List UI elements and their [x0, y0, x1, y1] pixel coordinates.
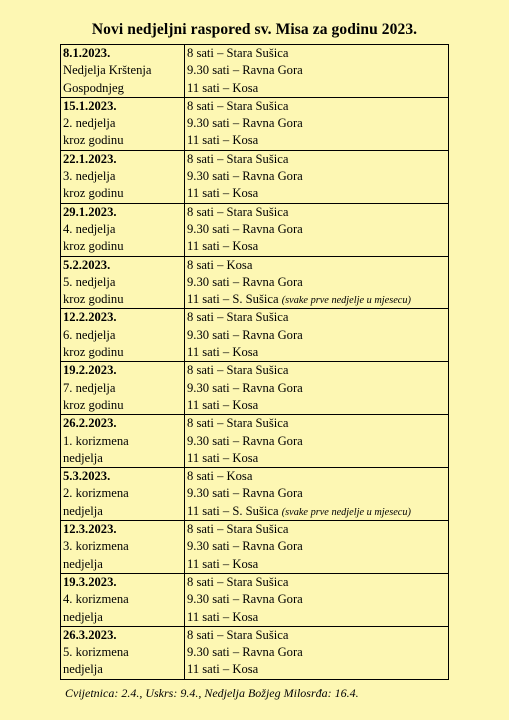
- mass-time-text: 11 sati – Kosa: [187, 397, 259, 412]
- schedule-row: [61, 521, 449, 574]
- sunday-date: 5.2.2023.: [63, 257, 111, 272]
- schedule-row: [61, 309, 449, 362]
- mass-time-text: 8 sati – Stara Sušica: [187, 98, 289, 113]
- mass-time-text: 9.30 sati – Ravna Gora: [187, 169, 303, 184]
- footnote: Cvijetnica: 2.4., Uskrs: 9.4., Nedjelja Božjeg Milosrđa: 16.4.: [65, 686, 359, 700]
- mass-time-line: [187, 468, 448, 485]
- mass-times-cell: [185, 573, 449, 626]
- sunday-name-line: nedjelja: [63, 662, 103, 677]
- mass-time-text: 9.30 sati – Ravna Gora: [187, 380, 303, 395]
- sunday-name-line: 1. korizmena: [63, 433, 129, 448]
- sunday-name-line: Gospodnjeg: [63, 80, 124, 95]
- mass-time-line: [187, 45, 448, 62]
- sunday-name-line: 6. nedjelja: [63, 327, 116, 342]
- mass-time-text: 11 sati – Kosa: [187, 239, 259, 254]
- mass-times-cell: [185, 626, 449, 679]
- mass-times-cell: [185, 150, 449, 203]
- mass-time-text: 11 sati – Kosa: [187, 80, 259, 95]
- mass-time-note: (svake prve nedjelje u mjesecu): [281, 295, 411, 307]
- mass-time-text: 11 sati – Kosa: [187, 345, 259, 360]
- schedule-row: [61, 256, 449, 309]
- schedule-row: [61, 150, 449, 203]
- schedule-row: [61, 415, 449, 468]
- mass-time-text: 9.30 sati – Ravna Gora: [187, 539, 303, 554]
- mass-times-cell: [185, 97, 449, 150]
- mass-time-text: 9.30 sati – Ravna Gora: [187, 274, 303, 289]
- mass-time-line: [187, 291, 448, 308]
- mass-time-line: [187, 238, 448, 255]
- sunday-date: 19.3.2023.: [63, 574, 117, 589]
- mass-time-text: 8 sati – Stara Sušica: [187, 627, 289, 642]
- schedule-row: [61, 468, 449, 521]
- sunday-name-line: 4. nedjelja: [63, 221, 116, 236]
- mass-time-line: [187, 80, 448, 97]
- sunday-cell: [61, 45, 185, 98]
- mass-times-cell: [185, 362, 449, 415]
- mass-time-text: 11 sati – Kosa: [187, 186, 259, 201]
- mass-time-line: [187, 485, 448, 502]
- mass-time-text: 11 sati – Kosa: [187, 450, 259, 465]
- mass-time-line: [187, 415, 448, 432]
- mass-time-line: [187, 257, 448, 274]
- mass-time-line: [187, 62, 448, 79]
- mass-time-line: [187, 627, 448, 644]
- sunday-name-line: nedjelja: [63, 609, 103, 624]
- mass-time-text: 11 sati – Kosa: [187, 609, 259, 624]
- mass-time-text: 9.30 sati – Ravna Gora: [187, 221, 303, 236]
- mass-time-text: 9.30 sati – Ravna Gora: [187, 63, 303, 78]
- mass-times-cell: [185, 256, 449, 309]
- mass-time-line: [187, 591, 448, 608]
- mass-time-line: [187, 98, 448, 115]
- sunday-name-line: 5. korizmena: [63, 645, 129, 660]
- mass-time-text: 11 sati – Kosa: [187, 556, 259, 571]
- mass-time-line: [187, 538, 448, 555]
- mass-time-line: [187, 503, 448, 520]
- sunday-date: 8.1.2023.: [63, 46, 111, 60]
- sunday-date: 12.3.2023.: [63, 522, 117, 537]
- mass-time-text: 11 sati – Kosa: [187, 133, 259, 148]
- mass-time-line: [187, 433, 448, 450]
- sunday-name-line: 2. nedjelja: [63, 116, 116, 131]
- schedule-row: [61, 45, 449, 98]
- sunday-cell: [61, 203, 185, 256]
- mass-time-line: [187, 309, 448, 326]
- sunday-name-line: 3. nedjelja: [63, 169, 116, 184]
- sunday-name-line: Nedjelja Krštenja: [63, 63, 152, 78]
- sunday-name-line: 2. korizmena: [63, 486, 129, 501]
- sunday-cell: [61, 626, 185, 679]
- sunday-name-line: 3. korizmena: [63, 539, 129, 554]
- mass-time-line: [187, 397, 448, 414]
- mass-time-text: 11 sati – S. Sušica: [187, 292, 279, 307]
- mass-time-text: 11 sati – Kosa: [187, 662, 259, 677]
- schedule-row: [61, 203, 449, 256]
- sunday-name-line: nedjelja: [63, 450, 103, 465]
- schedule-row: [61, 626, 449, 679]
- mass-time-line: [187, 132, 448, 149]
- mass-time-text: 9.30 sati – Ravna Gora: [187, 116, 303, 131]
- sunday-name-line: kroz godinu: [63, 239, 124, 254]
- sunday-name-line: kroz godinu: [63, 133, 124, 148]
- sunday-name-line: kroz godinu: [63, 186, 124, 201]
- mass-times-cell: [185, 45, 449, 98]
- sunday-date: 12.2.2023.: [63, 310, 117, 325]
- mass-time-line: [187, 204, 448, 221]
- mass-time-line: [187, 344, 448, 361]
- sunday-name-line: nedjelja: [63, 556, 103, 571]
- mass-time-text: 8 sati – Stara Sušica: [187, 574, 289, 589]
- page-title: Novi nedjeljni raspored sv. Misa za godinu 2023.: [91, 21, 418, 38]
- mass-times-cell: [185, 468, 449, 521]
- mass-time-line: [187, 574, 448, 591]
- sunday-name-line: kroz godinu: [63, 345, 124, 360]
- sunday-date: 26.3.2023.: [63, 627, 117, 642]
- mass-time-line: [187, 556, 448, 573]
- mass-time-line: [187, 151, 448, 168]
- sunday-cell: [61, 573, 185, 626]
- mass-time-text: 8 sati – Stara Sušica: [187, 310, 289, 325]
- mass-time-text: 9.30 sati – Ravna Gora: [187, 327, 303, 342]
- sunday-cell: [61, 150, 185, 203]
- mass-times-cell: [185, 415, 449, 468]
- mass-times-cell: [185, 521, 449, 574]
- sunday-cell: [61, 309, 185, 362]
- sunday-cell: [61, 362, 185, 415]
- schedule-body: [61, 45, 449, 680]
- mass-time-text: 9.30 sati – Ravna Gora: [187, 486, 303, 501]
- mass-time-text: 8 sati – Kosa: [187, 257, 253, 272]
- mass-time-text: 8 sati – Stara Sušica: [187, 416, 289, 431]
- sunday-date: 19.2.2023.: [63, 363, 117, 378]
- mass-time-line: [187, 362, 448, 379]
- mass-time-line: [187, 185, 448, 202]
- mass-time-line: [187, 115, 448, 132]
- mass-schedule-table: [60, 44, 449, 680]
- mass-time-line: [187, 168, 448, 185]
- schedule-row: [61, 362, 449, 415]
- mass-time-line: [187, 450, 448, 467]
- mass-time-text: 9.30 sati – Ravna Gora: [187, 433, 303, 448]
- mass-time-text: 8 sati – Stara Sušica: [187, 363, 289, 378]
- mass-time-line: [187, 221, 448, 238]
- mass-time-text: 8 sati – Stara Sušica: [187, 204, 289, 219]
- mass-time-line: [187, 661, 448, 678]
- schedule-row: [61, 97, 449, 150]
- mass-time-note: (svake prve nedjelje u mjesecu): [281, 506, 411, 518]
- sunday-name-line: kroz godinu: [63, 292, 124, 307]
- sunday-name-line: kroz godinu: [63, 397, 124, 412]
- sunday-date: 15.1.2023.: [63, 98, 117, 113]
- mass-time-text: 8 sati – Stara Sušica: [187, 46, 289, 60]
- sunday-date: 26.2.2023.: [63, 416, 117, 431]
- mass-time-text: 8 sati – Kosa: [187, 469, 253, 484]
- mass-time-text: 9.30 sati – Ravna Gora: [187, 645, 303, 660]
- mass-time-text: 8 sati – Stara Sušica: [187, 151, 289, 166]
- mass-time-line: [187, 327, 448, 344]
- mass-time-text: 11 sati – S. Sušica: [187, 503, 279, 518]
- sunday-cell: [61, 97, 185, 150]
- mass-time-line: [187, 521, 448, 538]
- mass-time-line: [187, 380, 448, 397]
- sunday-cell: [61, 256, 185, 309]
- sunday-date: 5.3.2023.: [63, 469, 111, 484]
- mass-time-line: [187, 609, 448, 626]
- mass-times-cell: [185, 309, 449, 362]
- sunday-name-line: 7. nedjelja: [63, 380, 116, 395]
- mass-time-text: 9.30 sati – Ravna Gora: [187, 592, 303, 607]
- sunday-cell: [61, 415, 185, 468]
- mass-time-line: [187, 274, 448, 291]
- sunday-name-line: 5. nedjelja: [63, 274, 116, 289]
- sunday-cell: [61, 468, 185, 521]
- mass-times-cell: [185, 203, 449, 256]
- schedule-row: [61, 573, 449, 626]
- sunday-date: 29.1.2023.: [63, 204, 117, 219]
- mass-time-text: 8 sati – Stara Sušica: [187, 522, 289, 537]
- sunday-cell: [61, 521, 185, 574]
- sunday-name-line: nedjelja: [63, 503, 103, 518]
- sunday-name-line: 4. korizmena: [63, 592, 129, 607]
- mass-time-line: [187, 644, 448, 661]
- sunday-date: 22.1.2023.: [63, 151, 117, 166]
